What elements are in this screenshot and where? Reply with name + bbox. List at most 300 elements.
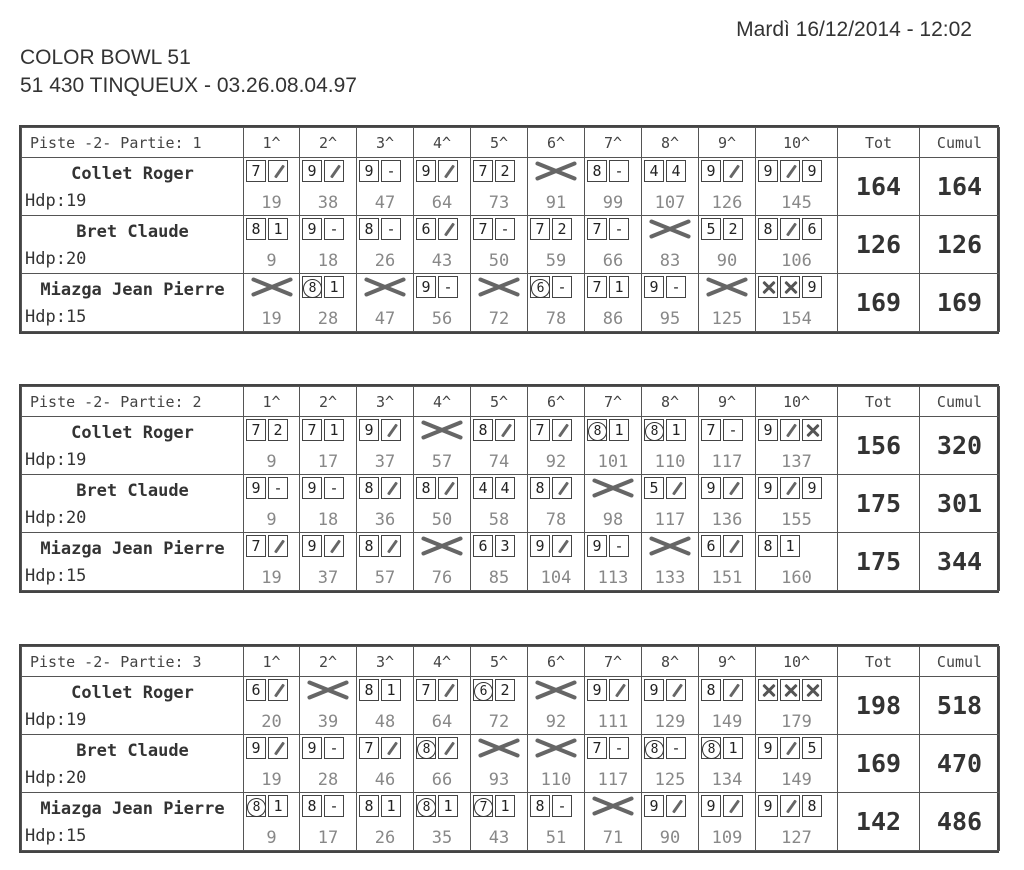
frame-cell-5 <box>471 158 528 216</box>
score-sheet-game-2 <box>19 384 999 593</box>
frame-cell-4 <box>414 533 471 591</box>
frame-cell-2 <box>300 533 357 591</box>
frame-cell-3 <box>357 793 414 851</box>
frame-cumulative: 125 <box>654 770 686 790</box>
player-name: Collet Roger <box>71 683 194 703</box>
frame-cumulative: 64 <box>431 712 453 732</box>
frame-cell-3 <box>357 274 414 332</box>
throw-value: - <box>324 218 344 240</box>
frame-cell-9 <box>699 793 756 851</box>
throw-value: 9 <box>302 737 322 759</box>
game-label: Piste -2- Partie: 3 <box>22 647 244 677</box>
strike-mark <box>361 276 409 298</box>
player-handicap: Hdp:20 <box>25 508 87 528</box>
frame-cumulative: 26 <box>374 828 396 848</box>
throw-value: 9 <box>587 535 607 557</box>
frame-cumulative: 9 <box>266 452 277 472</box>
tot-header: Tot <box>838 647 920 677</box>
frame-header-3: 3^ <box>357 647 414 677</box>
throw-value: 7 <box>416 679 436 701</box>
frame-cumulative: 37 <box>317 568 339 588</box>
frame-cell-10 <box>756 417 838 475</box>
spare-mark <box>438 218 458 240</box>
player-cell <box>22 274 244 332</box>
throw-value: 1 <box>495 795 515 817</box>
strike-mark <box>532 737 580 759</box>
frame-header-7: 7^ <box>585 647 642 677</box>
split-throw: 8 <box>701 737 721 759</box>
frame-cell-2 <box>300 475 357 533</box>
frame-cell-1 <box>244 793 300 851</box>
throw-value: - <box>552 795 572 817</box>
frame-header-10: 10^ <box>756 128 838 158</box>
frame-cumulative: 93 <box>488 770 510 790</box>
throw-value: 9 <box>246 737 266 759</box>
frame-header-5: 5^ <box>471 128 528 158</box>
player-row <box>22 417 1000 475</box>
throw-value: 8 <box>530 477 550 499</box>
frame-cell-3 <box>357 158 414 216</box>
throw-value: 8 <box>758 218 778 240</box>
strike-mark <box>758 276 778 298</box>
frame-cell-2 <box>300 735 357 793</box>
throw-value: 2 <box>495 679 515 701</box>
frame-cumulative: 136 <box>711 510 743 530</box>
throw-value: 7 <box>587 276 607 298</box>
cumulative-total: 486 <box>920 793 1000 851</box>
player-handicap: Hdp:20 <box>25 249 87 269</box>
frame-cumulative: 19 <box>261 568 282 588</box>
frame-cell-2 <box>300 793 357 851</box>
spare-mark <box>780 160 800 182</box>
frame-cumulative: 137 <box>781 452 812 472</box>
throw-value: 8 <box>416 477 436 499</box>
frame-header-5: 5^ <box>471 647 528 677</box>
throw-value: 7 <box>246 419 266 441</box>
frame-cumulative: 35 <box>431 828 453 848</box>
frame-cumulative: 50 <box>431 510 453 530</box>
throw-value: 5 <box>802 737 822 759</box>
frame-header-5: 5^ <box>471 387 528 417</box>
split-throw: 8 <box>644 419 664 441</box>
player-name: Miazga Jean Pierre <box>40 799 225 819</box>
spare-mark <box>268 160 288 182</box>
frame-cumulative: 117 <box>654 510 686 530</box>
throw-value: 1 <box>268 218 288 240</box>
frame-cell-5 <box>471 533 528 591</box>
throw-value: - <box>609 535 629 557</box>
frame-cumulative: 110 <box>540 770 572 790</box>
frame-cell-10 <box>756 274 838 332</box>
frame-header-9: 9^ <box>699 128 756 158</box>
frame-cumulative: 58 <box>488 510 510 530</box>
throw-value: 7 <box>473 160 493 182</box>
frame-cell-5 <box>471 677 528 735</box>
frame-header-6: 6^ <box>528 128 585 158</box>
throw-value: 8 <box>359 477 379 499</box>
spare-mark <box>381 419 401 441</box>
spare-mark <box>609 679 629 701</box>
score-sheet-game-1 <box>19 125 999 334</box>
player-row <box>22 735 1000 793</box>
throw-value: - <box>609 160 629 182</box>
throw-value: 6 <box>416 218 436 240</box>
frame-cell-7 <box>585 533 642 591</box>
player-handicap: Hdp:15 <box>25 566 87 586</box>
spare-mark <box>780 737 800 759</box>
frame-cell-7 <box>585 158 642 216</box>
frame-header-9: 9^ <box>699 647 756 677</box>
frame-header-7: 7^ <box>585 387 642 417</box>
player-cell <box>22 216 244 274</box>
player-row <box>22 677 1000 735</box>
throw-value: 7 <box>587 218 607 240</box>
split-throw: 8 <box>416 737 436 759</box>
frame-cell-1 <box>244 475 300 533</box>
frame-cumulative: 134 <box>711 770 743 790</box>
player-cell <box>22 793 244 851</box>
throw-value: - <box>609 737 629 759</box>
frame-cell-3 <box>357 533 414 591</box>
game-label: Piste -2- Partie: 2 <box>22 387 244 417</box>
throw-value: 1 <box>609 276 629 298</box>
player-name: Bret Claude <box>76 222 189 242</box>
throw-value: 9 <box>302 218 322 240</box>
player-name: Bret Claude <box>76 741 189 761</box>
throw-value: 7 <box>530 419 550 441</box>
frame-cumulative: 104 <box>540 568 572 588</box>
frame-cumulative: 46 <box>374 770 396 790</box>
frame-header-2: 2^ <box>300 128 357 158</box>
strike-mark <box>589 477 637 499</box>
throw-value: 6 <box>701 535 721 557</box>
frame-cumulative: 20 <box>261 712 282 732</box>
throw-value: 9 <box>701 795 721 817</box>
frame-cumulative: 72 <box>488 712 510 732</box>
frame-cumulative: 113 <box>597 568 629 588</box>
spare-mark <box>723 477 743 499</box>
game-total: 164 <box>838 158 920 216</box>
frame-cumulative: 129 <box>654 712 686 732</box>
frame-cell-7 <box>585 793 642 851</box>
frame-cumulative: 47 <box>374 193 396 213</box>
frame-cell-3 <box>357 475 414 533</box>
frame-cell-10 <box>756 793 838 851</box>
frame-cell-6 <box>528 158 585 216</box>
game-total: 175 <box>838 475 920 533</box>
split-throw: 8 <box>246 795 266 817</box>
cumul-header: Cumul <box>920 647 1000 677</box>
frame-cumulative: 36 <box>374 510 396 530</box>
split-throw: 6 <box>473 679 493 701</box>
throw-value: - <box>609 218 629 240</box>
frame-cell-9 <box>699 677 756 735</box>
frame-header-3: 3^ <box>357 387 414 417</box>
frame-cumulative: 92 <box>545 712 567 732</box>
player-handicap: Hdp:15 <box>25 307 87 327</box>
frame-cell-9 <box>699 417 756 475</box>
player-name: Collet Roger <box>71 164 194 184</box>
throw-value: - <box>666 737 686 759</box>
frame-cell-3 <box>357 216 414 274</box>
cumulative-total: 164 <box>920 158 1000 216</box>
throw-value: 8 <box>473 419 493 441</box>
frame-header-1: 1^ <box>244 647 300 677</box>
throw-value: - <box>723 419 743 441</box>
game-total: 169 <box>838 735 920 793</box>
frame-cell-1 <box>244 735 300 793</box>
frame-cell-9 <box>699 475 756 533</box>
spare-mark <box>780 795 800 817</box>
player-cell <box>22 677 244 735</box>
frame-cumulative: 47 <box>374 309 396 329</box>
spare-mark <box>438 737 458 759</box>
throw-value: 3 <box>495 535 515 557</box>
frame-cell-4 <box>414 475 471 533</box>
throw-value: 9 <box>416 160 436 182</box>
spare-mark <box>268 535 288 557</box>
frame-cell-8 <box>642 158 699 216</box>
cumul-header: Cumul <box>920 387 1000 417</box>
print-date: Mardì 16/12/2014 - 12:02 <box>736 18 972 41</box>
frame-cumulative: 78 <box>545 510 567 530</box>
throw-value: 9 <box>802 276 822 298</box>
throw-value: 2 <box>552 218 572 240</box>
throw-value: 9 <box>246 477 266 499</box>
throw-value: 8 <box>359 795 379 817</box>
frame-cumulative: 9 <box>266 510 277 530</box>
throw-value: 6 <box>473 535 493 557</box>
frame-cell-10 <box>756 677 838 735</box>
frame-cell-1 <box>244 533 300 591</box>
frame-cumulative: 28 <box>317 770 339 790</box>
spare-mark <box>324 535 344 557</box>
throw-value: 9 <box>644 795 664 817</box>
frame-header-4: 4^ <box>414 647 471 677</box>
frame-cumulative: 51 <box>545 828 567 848</box>
throw-value: 9 <box>644 276 664 298</box>
frame-cell-6 <box>528 475 585 533</box>
player-row <box>22 475 1000 533</box>
frame-cumulative: 101 <box>597 452 629 472</box>
throw-value: - <box>324 795 344 817</box>
frame-cumulative: 64 <box>431 193 453 213</box>
spare-mark <box>723 160 743 182</box>
frame-cumulative: 98 <box>602 510 624 530</box>
frame-cumulative: 149 <box>781 770 812 790</box>
throw-value: 2 <box>723 218 743 240</box>
frame-cell-2 <box>300 158 357 216</box>
throw-value: 9 <box>758 795 778 817</box>
frame-cumulative: 90 <box>716 251 738 271</box>
frame-cell-4 <box>414 793 471 851</box>
throw-value: - <box>438 276 458 298</box>
frame-header-8: 8^ <box>642 647 699 677</box>
throw-value: 7 <box>246 160 266 182</box>
frame-cell-2 <box>300 417 357 475</box>
frame-cell-4 <box>414 677 471 735</box>
split-throw: 8 <box>416 795 436 817</box>
frame-cumulative: 57 <box>374 568 396 588</box>
frame-cumulative: 149 <box>711 712 743 732</box>
throw-value: 9 <box>416 276 436 298</box>
frame-header-10: 10^ <box>756 387 838 417</box>
throw-value: - <box>268 477 288 499</box>
frame-cumulative: 111 <box>597 712 629 732</box>
frame-cumulative: 95 <box>659 309 681 329</box>
throw-value: - <box>324 737 344 759</box>
player-row <box>22 274 1000 332</box>
throw-value: 8 <box>302 795 322 817</box>
split-throw: 7 <box>473 795 493 817</box>
throw-value: 8 <box>359 679 379 701</box>
spare-mark <box>723 535 743 557</box>
throw-value: 9 <box>359 160 379 182</box>
throw-value: 7 <box>246 535 266 557</box>
player-handicap: Hdp:15 <box>25 826 87 846</box>
game-label: Piste -2- Partie: 1 <box>22 128 244 158</box>
frame-cumulative: 66 <box>602 251 624 271</box>
frame-cumulative: 18 <box>317 510 339 530</box>
spare-mark <box>268 737 288 759</box>
frame-cell-1 <box>244 216 300 274</box>
throw-value: 9 <box>758 737 778 759</box>
throw-value: 4 <box>473 477 493 499</box>
throw-value: 7 <box>473 218 493 240</box>
frame-cumulative: 107 <box>654 193 686 213</box>
strike-mark <box>780 276 800 298</box>
throw-value: 8 <box>802 795 822 817</box>
frame-cell-2 <box>300 216 357 274</box>
game-total: 142 <box>838 793 920 851</box>
throw-value: 4 <box>666 160 686 182</box>
throw-value: 9 <box>644 679 664 701</box>
strike-mark <box>758 679 778 701</box>
frame-cumulative: 154 <box>781 309 812 329</box>
strike-mark <box>304 679 352 701</box>
game-total: 156 <box>838 417 920 475</box>
frame-cumulative: 127 <box>781 828 812 848</box>
frame-cell-7 <box>585 274 642 332</box>
frame-cumulative: 117 <box>711 452 743 472</box>
cumulative-total: 344 <box>920 533 1000 591</box>
frame-cumulative: 110 <box>654 452 686 472</box>
frame-cell-9 <box>699 533 756 591</box>
frame-header-2: 2^ <box>300 647 357 677</box>
spare-mark <box>552 477 572 499</box>
strike-mark <box>802 679 822 701</box>
split-throw: 6 <box>530 276 550 298</box>
frame-cell-6 <box>528 216 585 274</box>
frame-cumulative: 151 <box>711 568 743 588</box>
frame-header-8: 8^ <box>642 387 699 417</box>
throw-value: 1 <box>780 535 800 557</box>
throw-value: 8 <box>530 795 550 817</box>
frame-cumulative: 126 <box>711 193 743 213</box>
game-total: 126 <box>838 216 920 274</box>
throw-value: 9 <box>302 477 322 499</box>
frame-cell-3 <box>357 417 414 475</box>
throw-value: - <box>495 218 515 240</box>
frame-cell-10 <box>756 158 838 216</box>
cumulative-total: 518 <box>920 677 1000 735</box>
spare-mark <box>666 679 686 701</box>
frame-cumulative: 48 <box>374 712 396 732</box>
throw-value: 9 <box>359 419 379 441</box>
throw-value: 8 <box>359 535 379 557</box>
frame-cell-1 <box>244 274 300 332</box>
player-name: Miazga Jean Pierre <box>40 280 225 300</box>
throw-value: 4 <box>495 477 515 499</box>
throw-value: 9 <box>302 535 322 557</box>
cumulative-total: 301 <box>920 475 1000 533</box>
throw-value: 1 <box>609 419 629 441</box>
strike-mark <box>532 679 580 701</box>
spare-mark <box>780 218 800 240</box>
spare-mark <box>780 419 800 441</box>
frame-cell-6 <box>528 417 585 475</box>
throw-value: 1 <box>723 737 743 759</box>
throw-value: 5 <box>701 218 721 240</box>
frame-cell-7 <box>585 216 642 274</box>
frame-cell-7 <box>585 475 642 533</box>
frame-header-6: 6^ <box>528 387 585 417</box>
player-row <box>22 158 1000 216</box>
throw-value: 7 <box>587 737 607 759</box>
frame-cumulative: 73 <box>488 193 510 213</box>
player-name: Collet Roger <box>71 423 194 443</box>
frame-cumulative: 9 <box>266 828 277 848</box>
throw-value: 9 <box>758 477 778 499</box>
throw-value: - <box>552 276 572 298</box>
frame-cumulative: 90 <box>659 828 681 848</box>
throw-value: 2 <box>268 419 288 441</box>
frame-cell-9 <box>699 158 756 216</box>
throw-value: 6 <box>802 218 822 240</box>
frame-cumulative: 18 <box>317 251 339 271</box>
frame-cell-4 <box>414 216 471 274</box>
frame-cumulative: 9 <box>266 251 277 271</box>
frame-cell-6 <box>528 533 585 591</box>
cumul-header: Cumul <box>920 128 1000 158</box>
frame-cell-9 <box>699 274 756 332</box>
frame-cell-5 <box>471 274 528 332</box>
throw-value: 5 <box>644 477 664 499</box>
player-cell <box>22 417 244 475</box>
frame-cell-6 <box>528 677 585 735</box>
frame-cell-8 <box>642 735 699 793</box>
frame-cell-2 <box>300 677 357 735</box>
frame-cell-2 <box>300 274 357 332</box>
throw-value: - <box>324 477 344 499</box>
player-cell <box>22 475 244 533</box>
frame-header-3: 3^ <box>357 128 414 158</box>
frame-header-9: 9^ <box>699 387 756 417</box>
strike-mark <box>646 535 694 557</box>
frame-cell-1 <box>244 677 300 735</box>
player-cell <box>22 735 244 793</box>
frame-cumulative: 83 <box>659 251 681 271</box>
frame-cell-6 <box>528 793 585 851</box>
frame-cell-6 <box>528 735 585 793</box>
player-row <box>22 216 1000 274</box>
frame-cumulative: 72 <box>488 309 510 329</box>
throw-value: 1 <box>438 795 458 817</box>
throw-value: 8 <box>701 679 721 701</box>
frame-cell-1 <box>244 417 300 475</box>
throw-value: 9 <box>587 679 607 701</box>
spare-mark <box>666 795 686 817</box>
